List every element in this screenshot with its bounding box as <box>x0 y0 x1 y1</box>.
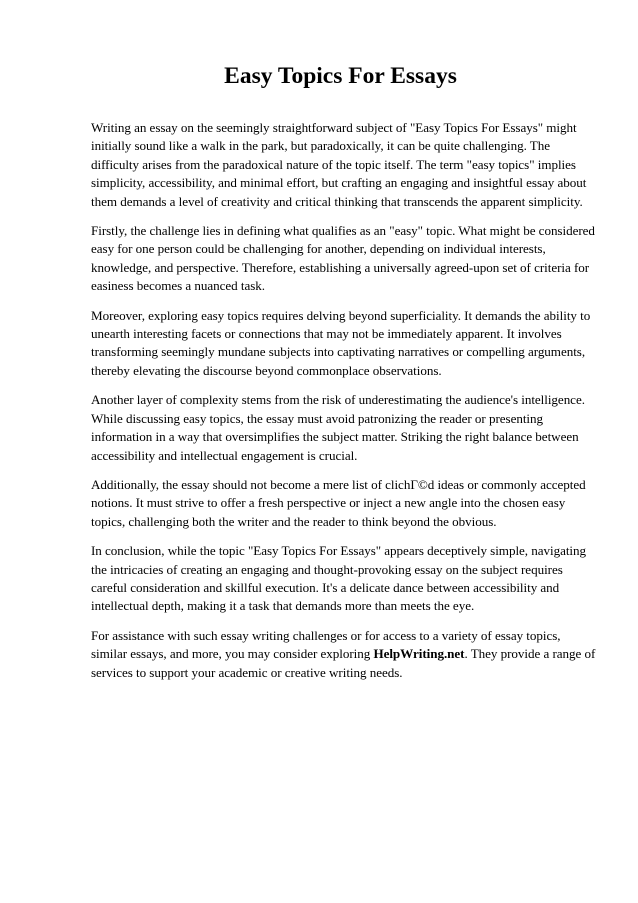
paragraph-moreover: Moreover, exploring easy topics requires delving beyond superficiality. It demands the ability to unearth interesting facets or connections that may not be immediately apparent. It involves transforming seemingly mundane subjects into captivating narratives or compelling arguments, thereby elevating the discourse beyond commonplace observations. <box>91 307 591 378</box>
paragraph-intro: Writing an essay on the seemingly straightforward subject of "Easy Topics For Essays" might initially sound like a walk in the park, but paradoxically, it can be quite challenging. The difficulty arises from the paradoxical nature of the topic itself. The term "easy topics" implies simplicity, accessibility, and minimal effort, but crafting an engaging and insightful essay about them demands a level of creativity and critical thinking that transcends the apparent simplicity. <box>91 120 587 209</box>
paragraph-additionally: Additionally, the essay should not become a mere list of clichГ©d ideas or commonly accepted notions. It must strive to offer a fresh perspective or inject a new angle into the chosen easy topics, challenging both the writer and the reader to think beyond the obvious. <box>91 476 586 529</box>
closing-text-after: . They provide a range of services to support your academic or creative writing needs. <box>91 646 596 680</box>
paragraph-firstly: Firstly, the challenge lies in defining what qualifies as an "easy" topic. What might be considered easy for one person could be challenging for another, depending on individual interests, knowledge, and perspective. Therefore, establishing a universally agreed-upon set of criteria for easiness becomes a nuanced task. <box>91 223 595 294</box>
document-title: Easy Topics For Essays <box>224 63 457 89</box>
paragraph-conclusion: In conclusion, while the topic "Easy Topics For Essays" appears deceptively simple, navigating the intricacies of creating an engaging and thought-provoking essay on the subject requires careful consideration and skillful execution. It's a delicate dance between accessibility and intellectual depth, making it a task that demands more than meets the eye. <box>91 543 587 614</box>
paragraph-another-layer: Another layer of complexity stems from the risk of underestimating the audience's intelligence. While discussing easy topics, the essay must avoid patronizing the reader or presenting information in a way that oversimplifies the subject matter. Striking the right balance between accessibility and intellectual engagement is crucial. <box>91 392 585 463</box>
helpwriting-link[interactable]: HelpWriting.net <box>373 646 465 662</box>
closing-text-before: For assistance with such essay writing challenges or for access to a variety of essay topics, similar essays, and more, you may consider exploring <box>91 627 561 662</box>
paragraph-closing <box>91 627 598 682</box>
